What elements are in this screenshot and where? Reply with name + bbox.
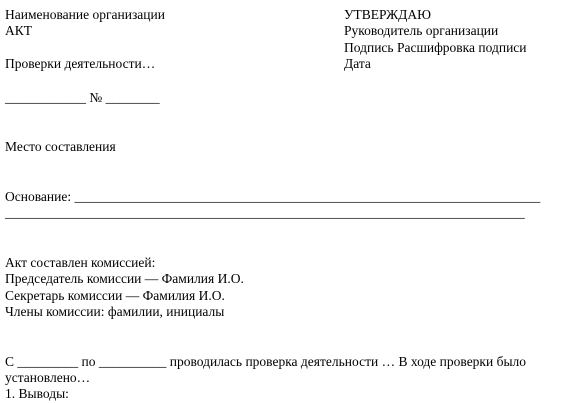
document-title: Проверки деятельности… bbox=[5, 56, 156, 71]
signature-line: Подпись Расшифровка подписи bbox=[344, 40, 527, 55]
document-type: АКТ bbox=[5, 23, 32, 38]
commission-intro: Акт составлен комиссией: bbox=[5, 255, 156, 270]
place-of-compilation: Место составления bbox=[5, 139, 116, 154]
approval-date: Дата bbox=[344, 56, 371, 71]
organization-name: Наименование организации bbox=[5, 7, 165, 22]
approval-heading: УТВЕРЖДАЮ bbox=[344, 7, 432, 22]
commission-members: Члены комиссии: фамилии, инициалы bbox=[5, 304, 225, 319]
basis-continuation-line: _____________________________________________________________________________ bbox=[5, 205, 525, 220]
head-of-organization: Руководитель организации bbox=[344, 23, 499, 38]
date-number-line: ____________ № ________ bbox=[5, 90, 160, 105]
basis-line: Основание: _____________________________________________________________________ bbox=[5, 189, 541, 204]
commission-secretary: Секретарь комиссии — Фамилия И.О. bbox=[5, 288, 225, 303]
conclusions-heading: 1. Выводы: bbox=[5, 386, 69, 401]
inspection-text-line-2: установлено… bbox=[5, 370, 91, 385]
inspection-text-line-1: С _________ по __________ проводилась проверка деятельности … В ходе проверки было bbox=[5, 354, 527, 369]
commission-chair: Председатель комиссии — Фамилия И.О. bbox=[5, 271, 244, 286]
